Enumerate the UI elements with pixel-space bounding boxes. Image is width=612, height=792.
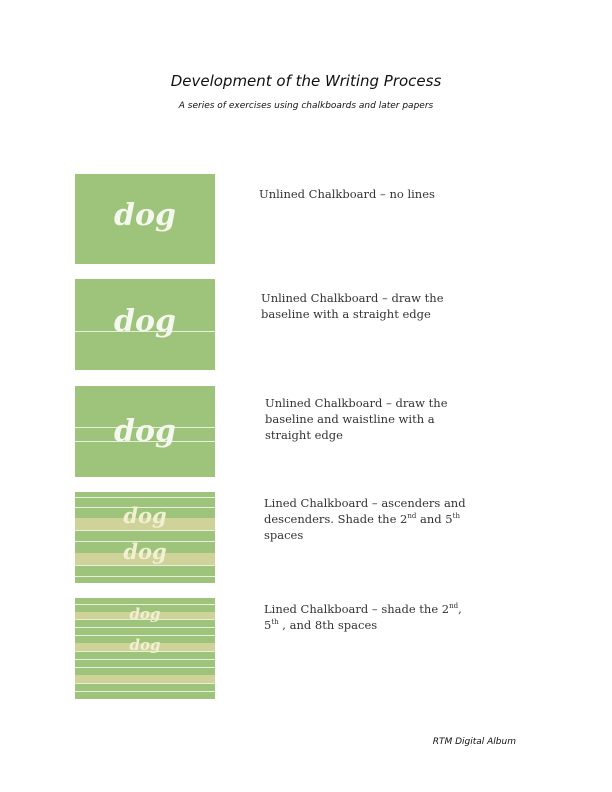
ruled-line [75, 691, 215, 692]
ruled-line [75, 565, 215, 566]
ruled-line [75, 683, 215, 684]
board-word: dog [123, 539, 167, 564]
description-line: descenders. Shade the 2nd and 5th [264, 512, 460, 526]
ruled-line [75, 659, 215, 660]
chalkboard-lined-shaded [75, 492, 215, 583]
board-description [259, 186, 435, 202]
chalkboard-baseline-waistline [75, 386, 215, 477]
description-line: baseline with a straight edge [261, 307, 431, 321]
page-subtitle: A series of exercises using chalkboards and later papers [178, 101, 434, 111]
description-line: 5th , and 8th spaces [264, 618, 378, 632]
board-description [265, 395, 448, 443]
chalkboard-baseline [75, 279, 215, 370]
ruled-line [75, 576, 215, 577]
page-title: Development of the Writing Process [170, 72, 442, 90]
description-line: spaces [264, 528, 304, 542]
ruled-line [75, 530, 215, 531]
description-line: straight edge [265, 428, 343, 442]
ruled-line [75, 667, 215, 668]
board-word: dog [129, 636, 161, 654]
chalkboard-lined-three-shades [75, 598, 215, 699]
board-word: dog [129, 605, 161, 623]
board-word: dog [123, 503, 167, 528]
description-line: Unlined Chalkboard – no lines [259, 187, 435, 201]
shaded-space [75, 675, 215, 683]
footer-credit: RTM Digital Album [432, 737, 516, 747]
ruled-line [75, 627, 215, 628]
board-description [264, 495, 466, 543]
description-line: Unlined Chalkboard – draw the [265, 396, 448, 410]
board-word: dog [114, 198, 176, 233]
ruled-line [75, 497, 215, 498]
description-line: Lined Chalkboard – shade the 2nd, [264, 602, 462, 616]
description-line: baseline and waistline with a [265, 412, 435, 426]
board-word: dog [114, 414, 176, 449]
board-description [264, 601, 462, 633]
chalkboard-no-lines [75, 174, 215, 264]
board-description [261, 290, 444, 322]
board-word: dog [114, 304, 176, 339]
description-line: Lined Chalkboard – ascenders and [264, 496, 466, 510]
description-line: Unlined Chalkboard – draw the [261, 291, 444, 305]
